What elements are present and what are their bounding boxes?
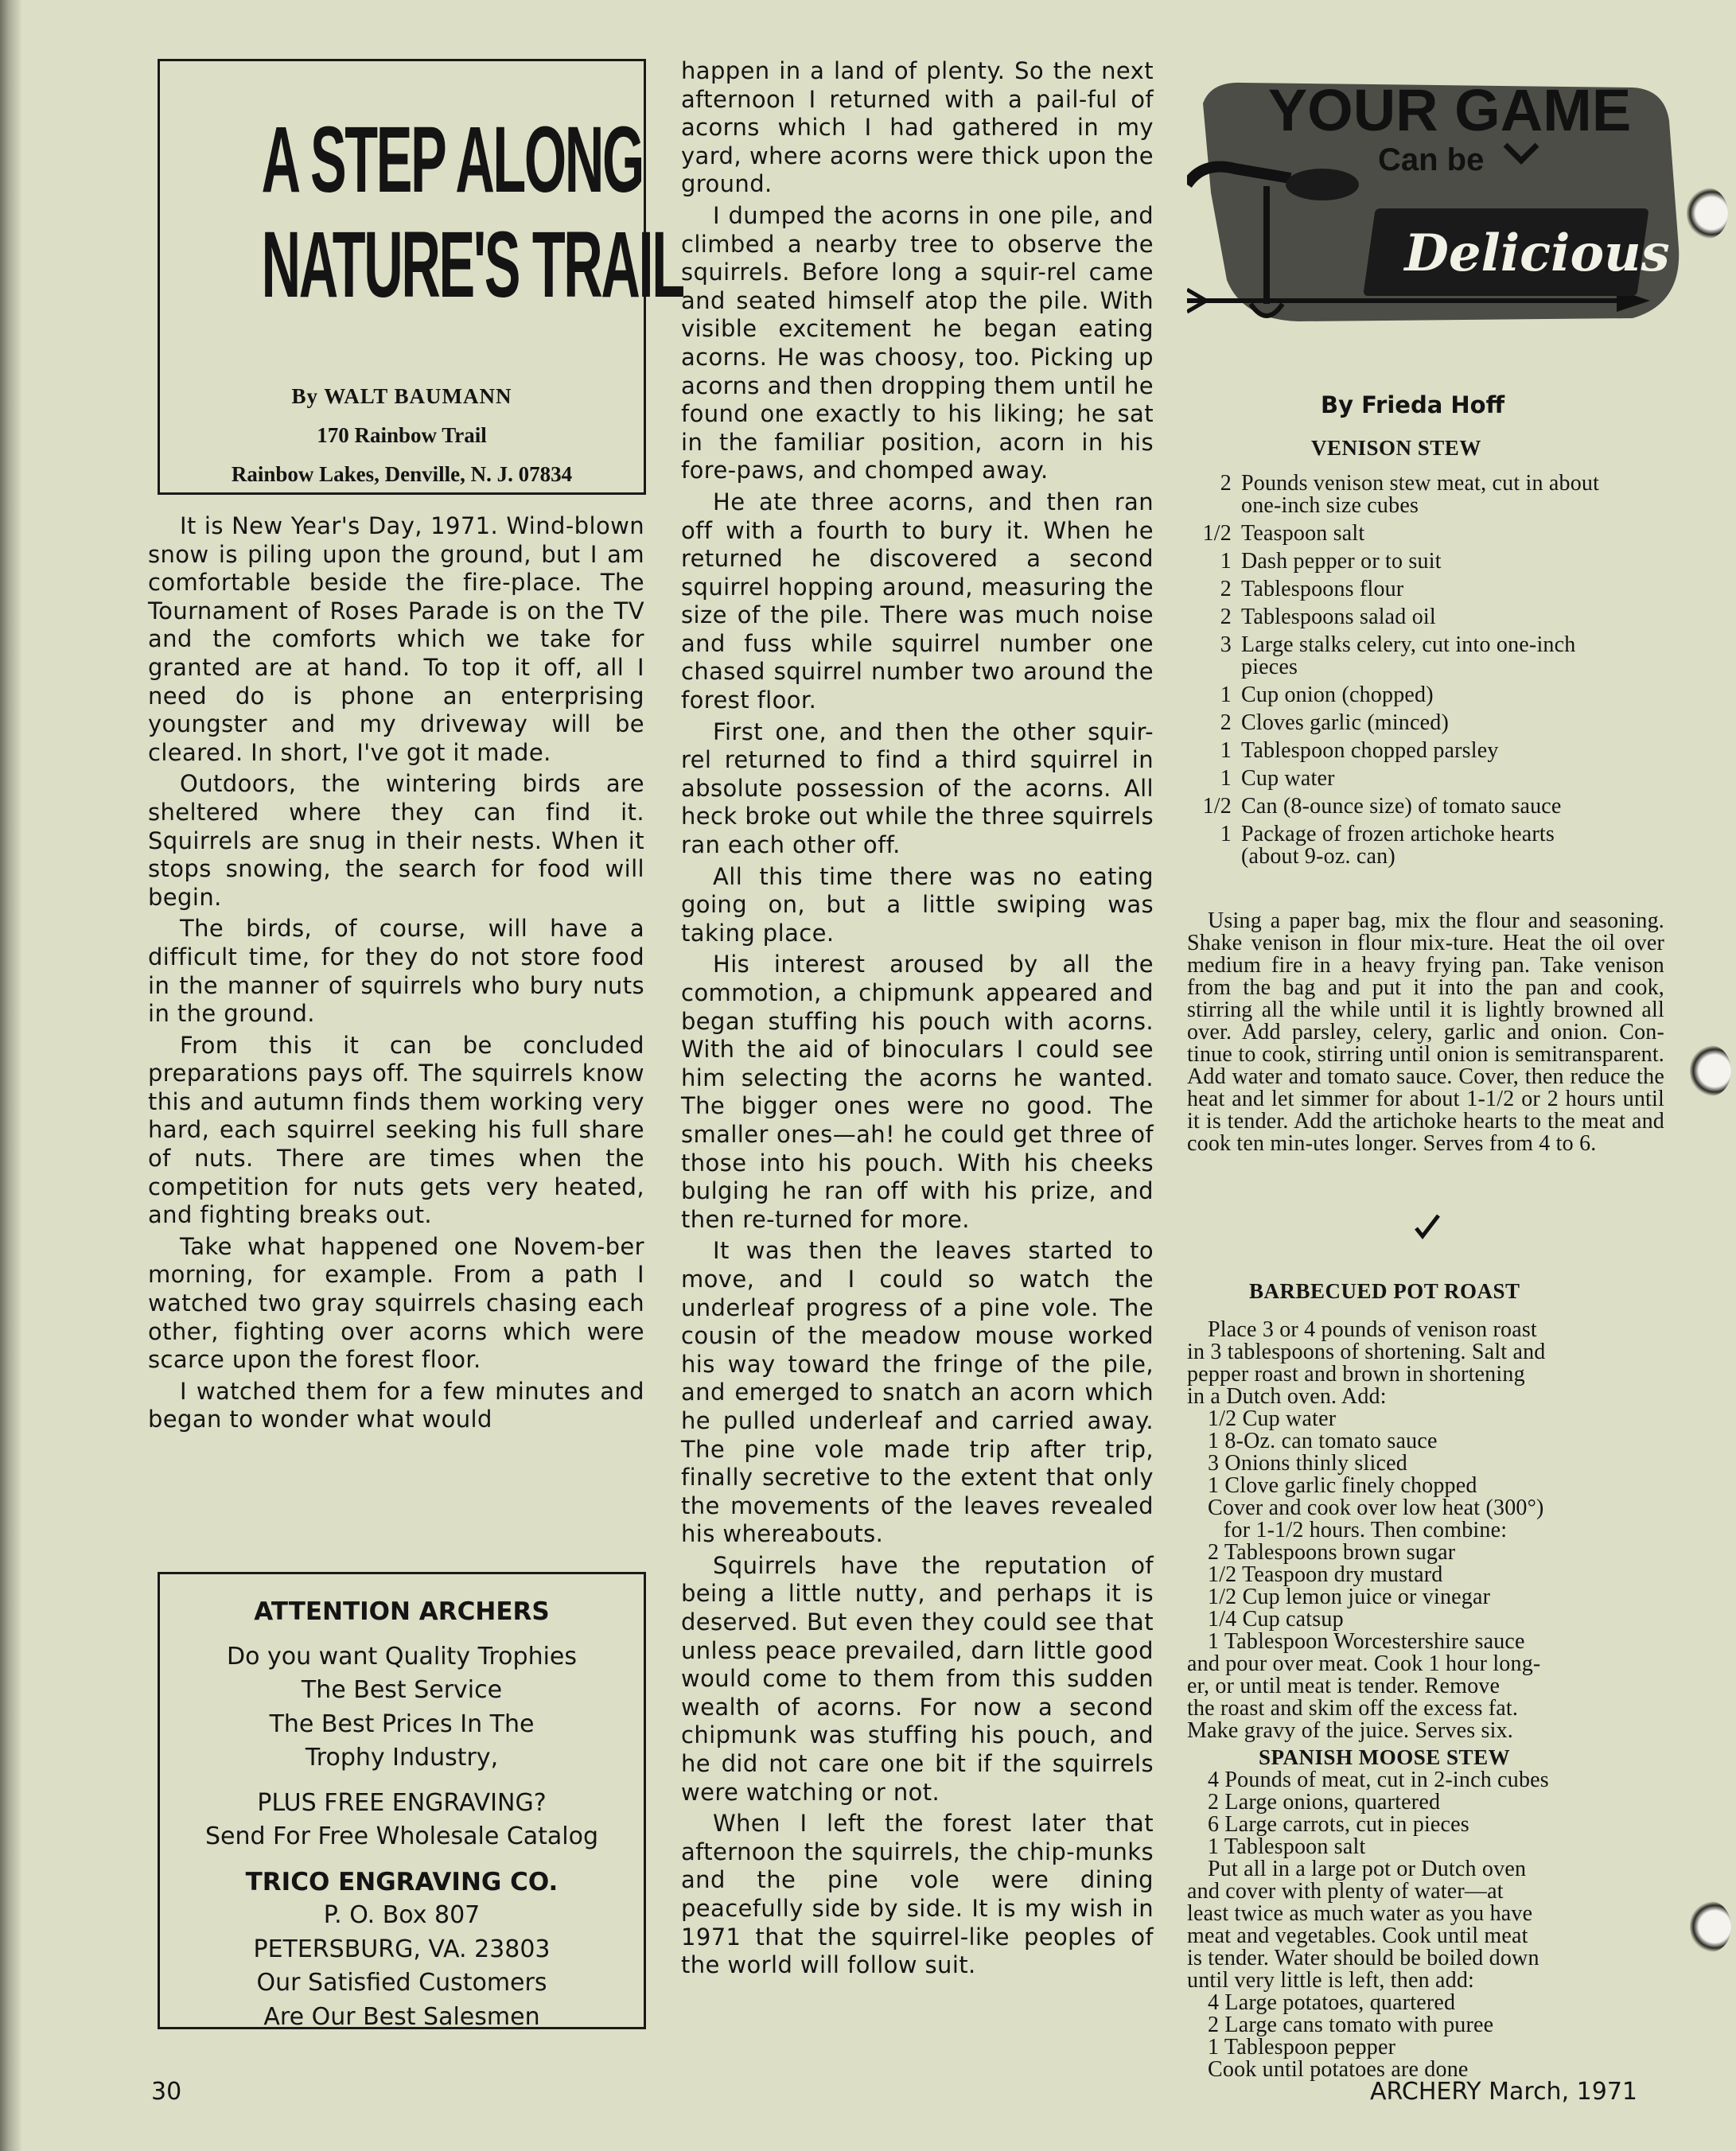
article-paragraph: I dumped the acorns in one pile, and climbed a nearby tree to observe the squirrels. Before long a squir-rel came and seated himself atop the pile. With visible excitement he began eating acorns. He was choosy, too. Picking up acorns and then dropping them until he found one exactly to his liking; he sat in the familiar position, acorn in his fore-paws, and chomped away. [681, 201, 1154, 484]
venison-ingredients [1189, 473, 1602, 873]
venison-method-text: Using a paper bag, mix the flour and seasoning. Shake venison in flour mix-ture. Heat the oil over medium fire in a heavy frying pan. Take venison from the bag and put it into the pan and cook, stirring all the while until it is lightly browned all over. Add parsley, celery, garlic and onion. Con-tinue to cook, stirring until onion is semitransparent. Add water and tomato sauce. Cover, then reduce the heat and let simmer for about 1-1/2 or 2 hours until it is tender. Add the artichoke hearts to the meat and cook ten min-utes longer. Serves from 4 to 6. [1187, 908, 1664, 1156]
ingredient-row: 1/2 Teaspoon salt [1202, 521, 1365, 546]
ad-address-line: Our Satisfied Customers [256, 1969, 547, 1997]
article-title-box [158, 59, 683, 495]
ad-address-line: P. O. Box 807 [323, 1901, 481, 1929]
venison-method [1187, 910, 1664, 1155]
ad-line: The Best Service [301, 1676, 503, 1704]
article-paragraph: From this it can be concluded preparations pays off. The squirrels know this and autumn finds them working very hard, each squirrel seeking his full share of nuts. There are times when the competition for nuts gets very heated, and fighting breaks out. [148, 1031, 644, 1229]
ingredient-row: 1 Tablespoon chopped parsley [1220, 738, 1499, 763]
check-mark-icon [1413, 1212, 1442, 1241]
article-paragraph: His interest aroused by all the commotion, a chipmunk appeared and began stuffing his pouch with acorns. With the aid of binoculars I could see him selecting the acorns he wanted. The bigger ones were no good. The smaller ones—ah! he could get three of those into his pouch. With his cheeks bulging he ran off with his prize, and then re-turned for more. [681, 951, 1154, 1233]
frying-pan-icon [1286, 169, 1359, 200]
recipe-line: 1/2 Cup lemon juice or vinegar [1208, 1585, 1491, 1609]
article-paragraph: When I left the forest later that afternoon the squirrels, the chip-munks and the pine vole were dining peacefully side by side. It is my wish in 1971 that the squirrel-like peoples of the world will follow suit. [681, 1810, 1154, 1979]
recipe-line: 1 Clove garlic finely chopped [1208, 1473, 1477, 1498]
article-headline [261, 107, 683, 317]
ad-line: Send For Free Wholesale Catalog [204, 1822, 599, 1850]
article-paragraph: He ate three acorns, and then ran off with a fourth to bury it. When he returned he discovered a second squirrel hopping around, measuring the size of the pile. There was much noise and fuss while squirrel number one chased squirrel number two around the forest floor. [681, 488, 1154, 714]
article-paragraph: It was then the leaves started to move, and I could so watch the underleaf progress of a pine vole. The cousin of the meadow mouse worked his way toward the fringe of the pile, and emerged to snatch an acorn which he pulled underleaf and carried away. The pine vole made trip after trip, finally secretive to the extent that only the movements of the leaves revealed his whereabouts. [681, 1237, 1154, 1548]
recipe-line: in a Dutch oven. Add: [1187, 1384, 1387, 1409]
pot-roast-text [1187, 1319, 1664, 1742]
recipe-line: 1/2 Cup water [1208, 1406, 1337, 1431]
recipe-line: Place 3 or 4 pounds of venison roast [1208, 1317, 1537, 1342]
recipe-line: 2 Large cans tomato with puree [1208, 2013, 1494, 2037]
ingredient-row: 1/2 Can (8-ounce size) of tomato sauce [1202, 794, 1562, 819]
recipe-line: 4 Large potatoes, quartered [1208, 1990, 1456, 2015]
ingredient-row: 3 Large stalks celery, cut into one-inch pieces [1220, 632, 1576, 679]
moose-stew-title: SPANISH MOOSE STEW [1259, 1745, 1511, 1769]
page-number: 30 [151, 2078, 182, 2106]
logo-line-1: YOUR GAME [1267, 77, 1632, 143]
ad-line: PLUS FREE ENGRAVING? [257, 1788, 547, 1817]
article-paragraph: All this time there was no eating going on, but a little swiping was taking place. [681, 862, 1154, 947]
ad-line: The Best Prices In The [269, 1710, 535, 1738]
recipe-line: Make gravy of the juice. Serves six. [1187, 1718, 1513, 1743]
magazine-folio: ARCHERY March, 1971 [1370, 2078, 1637, 2106]
recipe-line: 1 Tablespoon Worcestershire sauce [1208, 1629, 1525, 1654]
ingredient-row: 2 Tablespoons flour [1220, 577, 1404, 601]
punch-hole [1690, 1045, 1731, 1096]
recipe-line: Cook until potatoes are done [1208, 2057, 1469, 2082]
ingredient-row: 2 Cloves garlic (minced) [1220, 710, 1449, 735]
article-paragraph: Squirrels have the reputation of being a little nutty, and perhaps it is deserved. But even they could see that unless peace prevailed, darn little good would come to them from this sudden wealth of acorns. For now a second chipmunk was stuffing his pouch, and he did not care one bit if the squirrels were watching or not. [681, 1551, 1154, 1806]
ingredient-row: 1 Cup water [1220, 766, 1335, 791]
recipe-line: 1 Tablespoon salt [1208, 1834, 1366, 1859]
recipe-line: the roast and skim off the excess fat. [1187, 1696, 1519, 1721]
author-address: 170 Rainbow Trail [317, 423, 487, 447]
article-paragraph: Outdoors, the wintering birds are sheltered where they can find it. Squirrels are snug in their nests. When it stops snowing, the search for food will begin. [148, 770, 644, 911]
ad-line: Trophy Industry, [305, 1744, 499, 1772]
recipe-line: 1/2 Teaspoon dry mustard [1208, 1562, 1443, 1587]
recipe-line: least twice as much water as you have [1187, 1901, 1533, 1926]
ingredient-row: 2 Pounds venison stew meat, cut in about one-inch size cubes [1220, 471, 1600, 518]
ad-address-line: Are Our Best Salesmen [263, 2002, 540, 2031]
recipe-line: 2 Tablespoons brown sugar [1208, 1540, 1456, 1565]
recipe-line: 6 Large carrots, cut in pieces [1208, 1812, 1469, 1837]
author-town: Rainbow Lakes, Denville, N. J. 07834 [231, 462, 573, 486]
recipe-line: pepper roast and brown in shortening [1187, 1362, 1525, 1387]
ad-company: TRICO ENGRAVING CO. [245, 1867, 559, 1896]
recipe-author: By Frieda Hoff [1321, 391, 1505, 418]
recipe-line: and pour over meat. Cook 1 hour long- [1187, 1651, 1541, 1676]
ingredient-row: 1 Dash pepper or to suit [1220, 549, 1442, 574]
headline-line-1: A STEP ALONG [261, 107, 643, 212]
your-game-logo [1187, 65, 1688, 361]
headline-line-2: NATURE'S TRAIL [261, 212, 683, 317]
recipe-line: er, or until meat is tender. Remove [1187, 1674, 1501, 1698]
recipe-line: for 1-1/2 hours. Then combine: [1224, 1518, 1508, 1542]
recipe-line: Cover and cook over low heat (300°) [1208, 1496, 1544, 1520]
pot-roast-title: BARBECUED POT ROAST [1249, 1279, 1520, 1303]
recipe-line: 1 Tablespoon pepper [1208, 2035, 1396, 2060]
recipe-line: 1 8-Oz. can tomato sauce [1208, 1429, 1438, 1453]
punch-hole [1687, 188, 1728, 239]
recipe-line: Put all in a large pot or Dutch oven [1208, 1857, 1527, 1881]
page-binding-edge [0, 0, 22, 2151]
article-paragraph: happen in a land of plenty. So the next afternoon I returned with a pail-ful of acorns which I had gathered in my yard, where acorns were thick upon the ground. [681, 57, 1154, 198]
recipe-line: 4 Pounds of meat, cut in 2-inch cubes [1208, 1768, 1549, 1792]
recipe-line: in 3 tablespoons of shortening. Salt and [1187, 1340, 1546, 1364]
recipe-line: is tender. Water should be boiled down [1187, 1946, 1539, 1970]
article-paragraph: It is New Year's Day, 1971. Wind-blown snow is piling upon the ground, but I am comfortable beside the fire-place. The Tournament of Roses Parade is on the TV and the comforts which we take for granted are at hand. To top it off, all I need do is phone an enterprising youngster and my driveway will be cleared. In short, I've got it made. [148, 512, 644, 766]
recipe-line: 1/4 Cup catsup [1208, 1607, 1344, 1632]
logo-line-3: Delicious [1404, 224, 1670, 283]
article-paragraph: First one, and then the other squir-rel returned to find a third squirrel in absolute possession of the acorns. All heck broke out while the three squirrels ran each other off. [681, 718, 1154, 859]
punch-hole [1690, 1901, 1731, 1952]
article-paragraph: I watched them for a few minutes and began to wonder what would [148, 1377, 644, 1433]
ingredient-row: 2 Tablespoons salad oil [1220, 605, 1436, 629]
recipe-line: 3 Onions thinly sliced [1208, 1451, 1407, 1476]
ad-line: Do you want Quality Trophies [226, 1642, 578, 1671]
article-paragraph: The birds, of course, will have a difficult time, for they do not store food in the manner of squirrels who bury nuts in the ground. [148, 915, 644, 1028]
ingredient-row: 1 Cup onion (chopped) [1220, 683, 1434, 707]
ad-heading: ATTENTION ARCHERS [254, 1597, 550, 1626]
article-column-1 [148, 512, 644, 1434]
article-paragraph: Take what happened one Novem-ber morning, for example. From a path I watched two gray squirrels chasing each other, fighting over acorns which were scarce upon the forest floor. [148, 1232, 644, 1374]
article-column-2 [681, 57, 1154, 1980]
trico-advertisement [158, 1572, 646, 2029]
article-byline: By WALT BAUMANN [291, 384, 512, 408]
venison-stew-title: VENISON STEW [1311, 436, 1481, 460]
recipe-line: 2 Large onions, quartered [1208, 1790, 1441, 1815]
ingredient-row: 1 Package of frozen artichoke hearts (about 9-oz. can) [1220, 822, 1555, 869]
moose-stew-text [1187, 1769, 1664, 2081]
ad-address-line: PETERSBURG, VA. 23803 [253, 1935, 551, 1963]
recipe-line: meat and vegetables. Cook until meat [1187, 1923, 1528, 1948]
recipe-line: until very little is left, then add: [1187, 1968, 1475, 1993]
recipe-line: and cover with plenty of water—at [1187, 1879, 1504, 1904]
logo-line-2: Can be [1378, 142, 1485, 177]
